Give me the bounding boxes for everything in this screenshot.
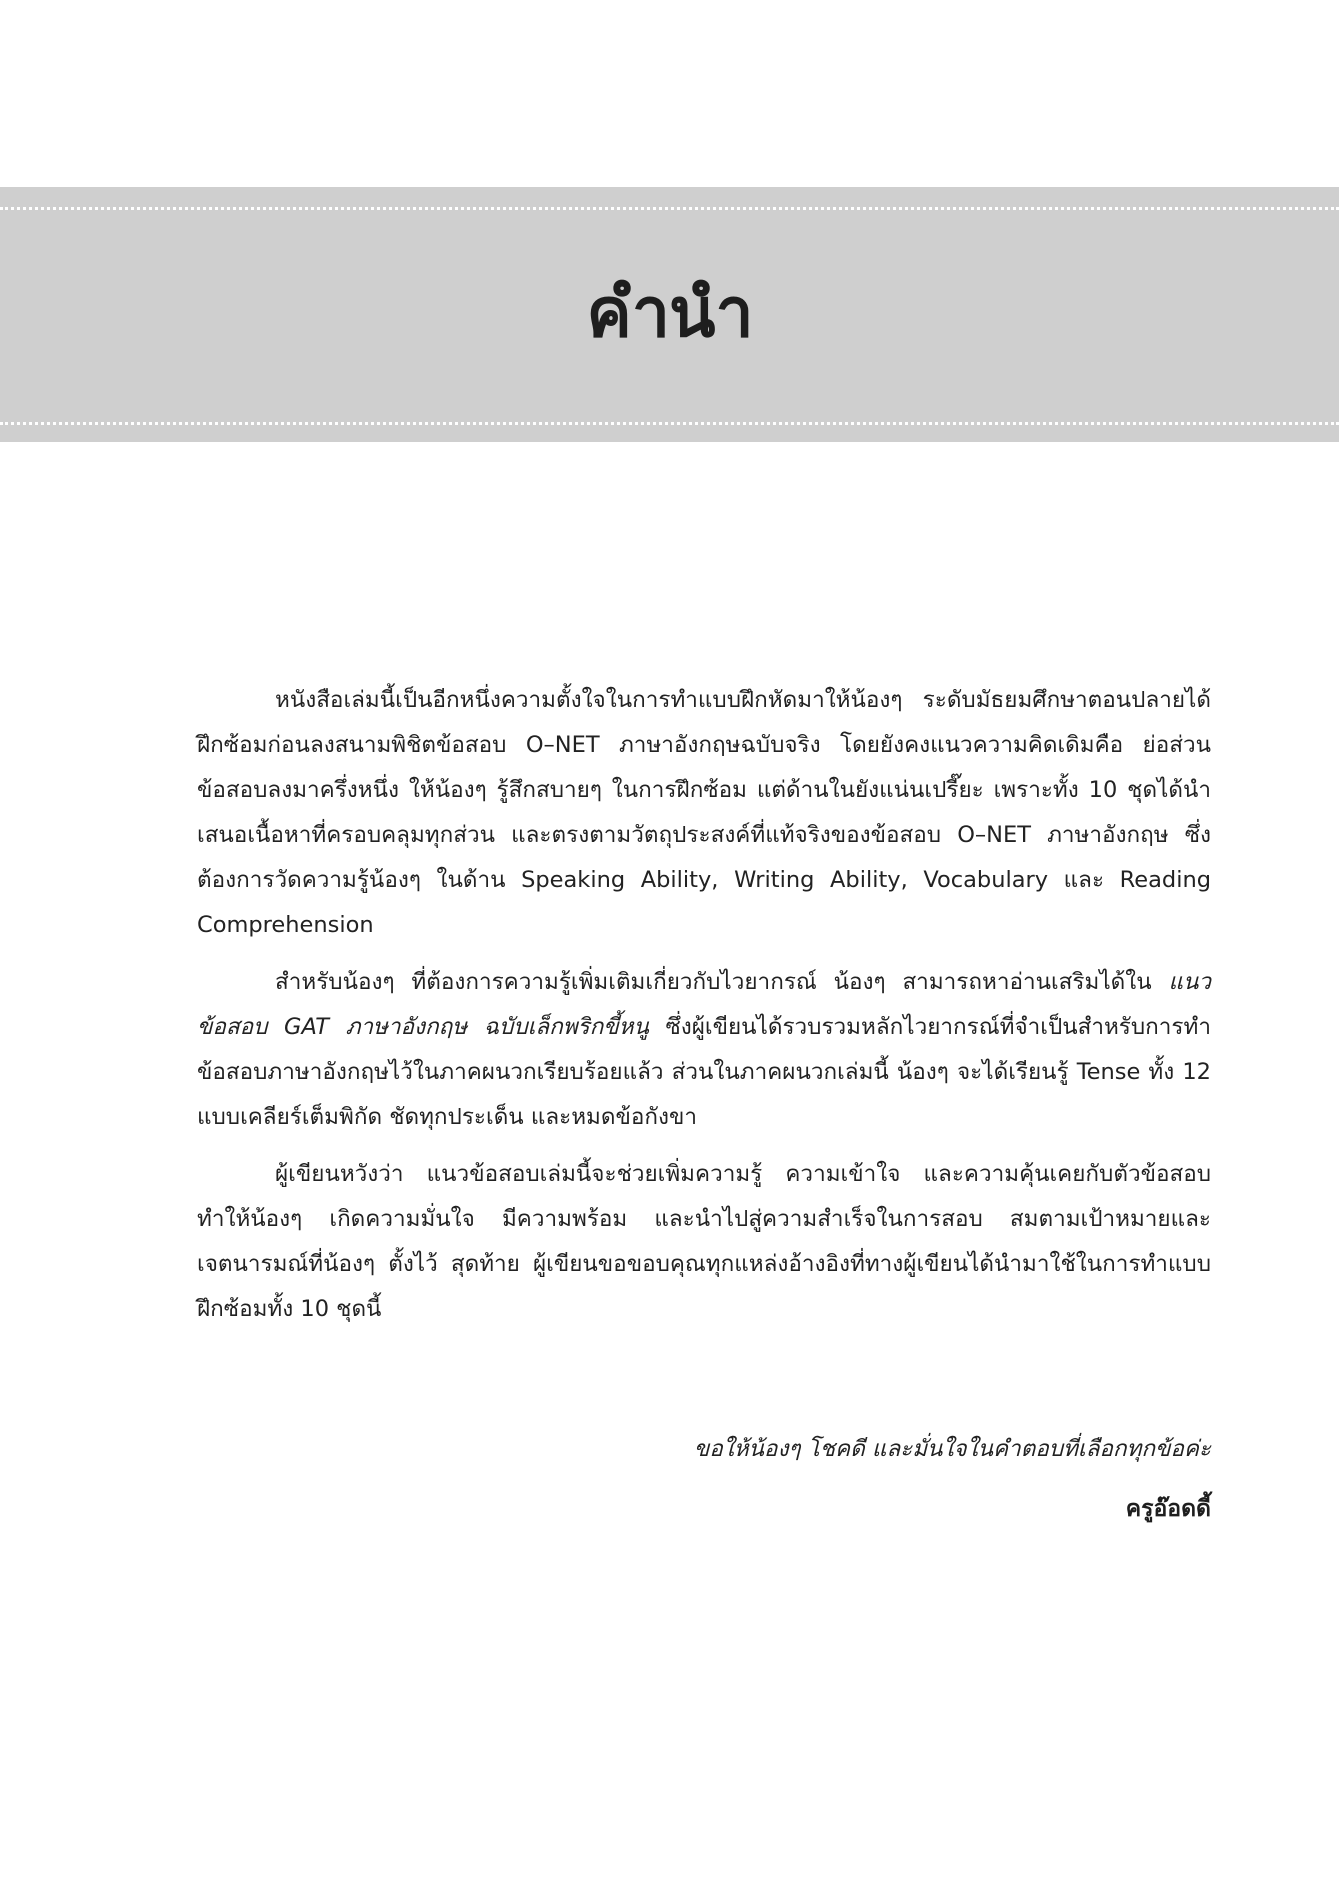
- title-banner: [0, 187, 1339, 442]
- paragraph-1-text: หนังสือเล่มนี้เป็นอีกหนึ่งความตั้งใจในการทำแบบฝึกหัดมาให้น้องๆ ระดับมัธยมศึกษาตอนปลายได้ฝึกซ้อมก่อนลงสนามพิชิตข้อสอบ O–NET ภาษาอังกฤษฉบับจริง โดยยังคงแนวความคิดเดิมคือ ย่อส่วนข้อสอบลงมาครึ่งหนึ่ง ให้น้องๆ รู้สึกสบายๆ ในการฝึกซ้อม แต่ด้านในยังแน่นเปรี๊ยะ เพราะทั้ง 10 ชุดได้นำเสนอเนื้อหาที่ครอบคลุมทุกส่วน และตรงตามวัตถุประสงค์ที่แท้จริงของข้อสอบ O–NET ภาษาอังกฤษ ซึ่งต้องการวัดความรู้น้องๆ ในด้าน Speaking Ability, Writing Ability, Vocabulary และ Reading Comprehension: [197, 687, 1211, 938]
- closing-wish: ขอให้น้องๆ โชคดี และมั่นใจในคำตอบที่เลือกทุกข้อค่ะ: [693, 1436, 1211, 1462]
- page-title: คำนำ: [586, 274, 753, 353]
- banner-bottom-dotted-line: [0, 422, 1339, 425]
- paragraph-3-text: ผู้เขียนหวังว่า แนวข้อสอบเล่มนี้จะช่วยเพิ่มความรู้ ความเข้าใจ และความคุ้นเคยกับตัวข้อสอบ ทำให้น้องๆ เกิดความมั่นใจ มีความพร้อม และนำไปสู่ความสำเร็จในการสอบ สมตามเป้าหมายและเจตนารมณ์ที่น้องๆ ตั้งไว้ สุดท้าย ผู้เขียนขอขอบคุณทุกแหล่งอ้างอิงที่ทางผู้เขียนได้นำมาใช้ในการทำแบบฝึกซ้อมทั้ง 10 ชุดนี้: [197, 1161, 1211, 1322]
- banner-top-dotted-line: [0, 207, 1339, 210]
- paragraph-3: [197, 1152, 1211, 1332]
- book-title: แนวข้อสอบ GAT ภาษาอังกฤษ ฉบับเล็กพริกขี้หนู: [197, 969, 1211, 1040]
- paragraph-2: [197, 960, 1211, 1140]
- author-signature: ครูอ๊อดดี้: [1125, 1496, 1211, 1522]
- paragraph-2-text-after: ซึ่งผู้เขียนได้รวบรวมหลักไวยากรณ์ที่จำเป็นสำหรับการทำข้อสอบภาษาอังกฤษไว้ในภาคผนวกเรียบร้อยแล้ว ส่วนในภาคผนวกเล่มนี้ น้องๆ จะได้เรียนรู้ Tense ทั้ง 12 แบบเคลียร์เต็มพิกัด ชัดทุกประเด็น และหมดข้อกังขา: [197, 1014, 1211, 1130]
- paragraph-1: [197, 678, 1211, 948]
- preface-body: [197, 678, 1211, 1344]
- paragraph-2-text-before: สำหรับน้องๆ ที่ต้องการความรู้เพิ่มเติมเกี่ยวกับไวยากรณ์ น้องๆ สามารถหาอ่านเสริมได้ใน: [275, 969, 1169, 995]
